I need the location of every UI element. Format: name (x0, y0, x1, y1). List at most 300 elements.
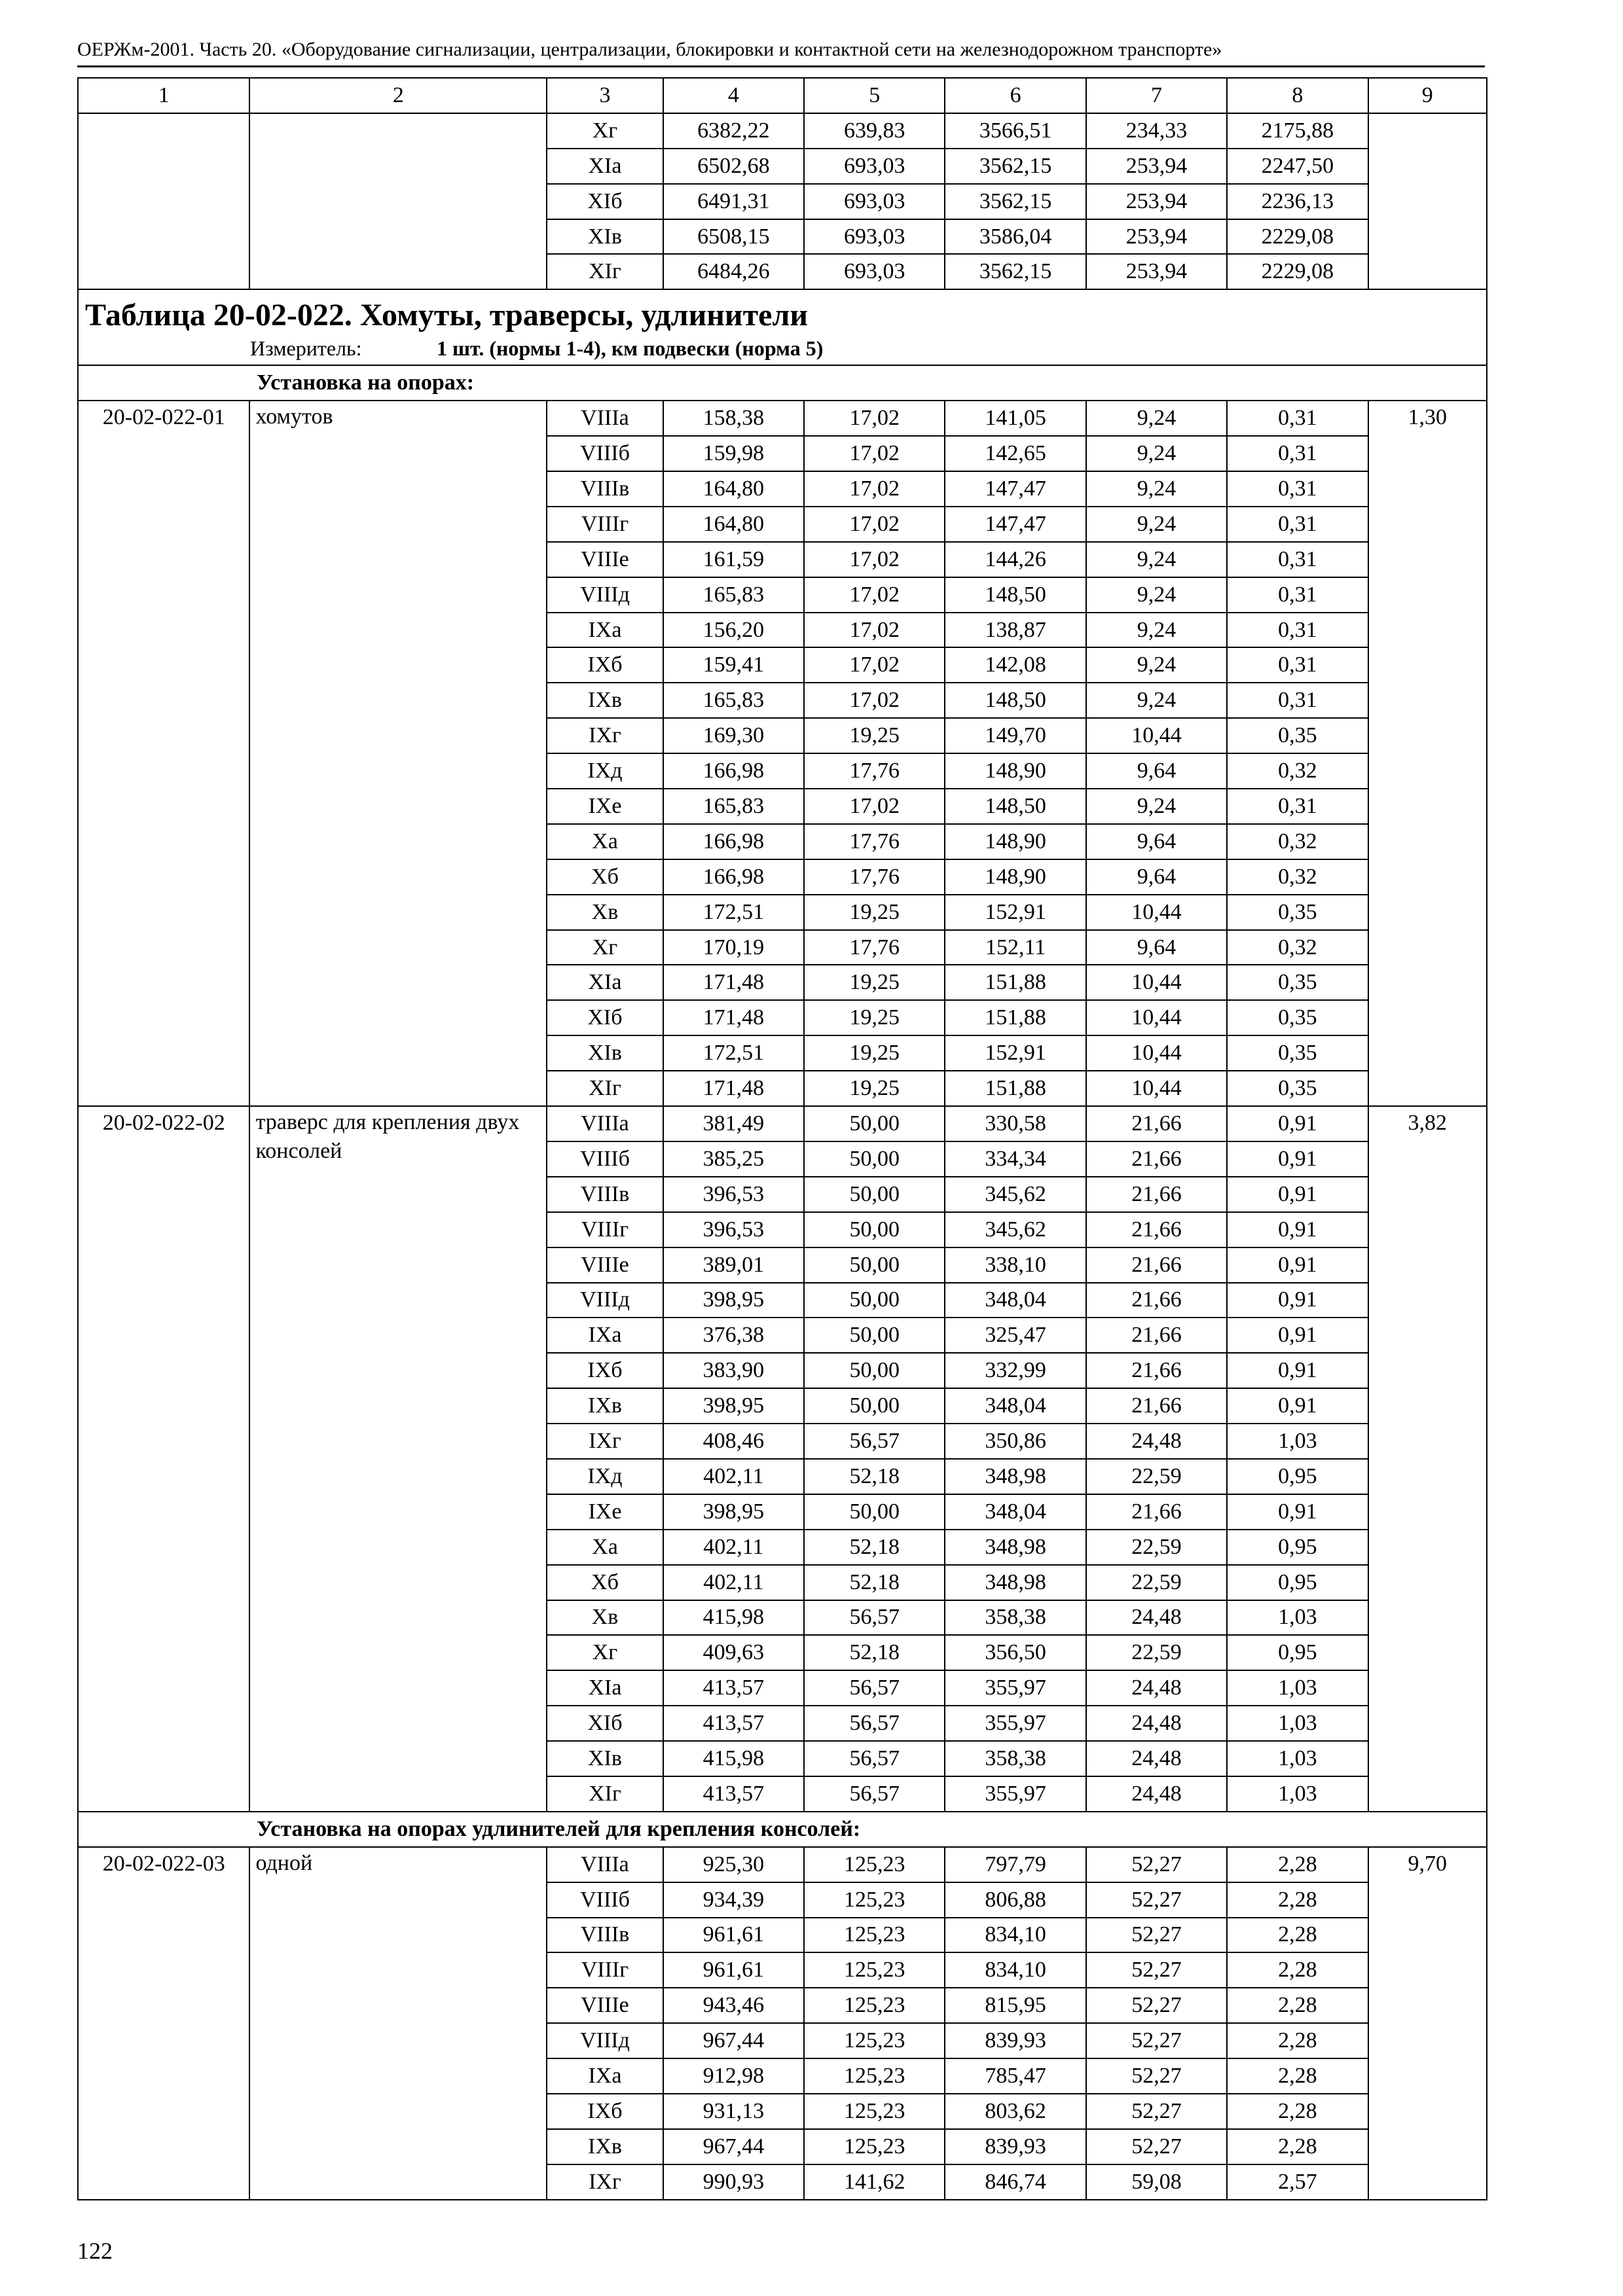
value-cell: 21,66 (1086, 1141, 1227, 1177)
value-cell: 693,03 (804, 254, 945, 289)
value-cell: 967,44 (663, 2023, 804, 2058)
value-cell: 0,91 (1227, 1177, 1368, 1212)
zone-cell: VIIIг (547, 1952, 663, 1988)
zone-cell: Xб (547, 1565, 663, 1600)
value-cell: 151,88 (945, 965, 1085, 1000)
value-cell: 693,03 (804, 184, 945, 219)
value-cell: 381,49 (663, 1106, 804, 1141)
value-cell: 0,31 (1227, 613, 1368, 648)
value-cell: 348,04 (945, 1388, 1085, 1424)
value-cell: 0,31 (1227, 577, 1368, 613)
value-cell: 2,28 (1227, 2023, 1368, 2058)
value-cell: 967,44 (663, 2129, 804, 2164)
zone-cell: IXв (547, 2129, 663, 2164)
zone-cell: Xг (547, 930, 663, 965)
value-cell: 10,44 (1086, 1000, 1227, 1035)
table-row (78, 1847, 1487, 1882)
empty-code-cell (78, 113, 249, 289)
value-cell: 9,24 (1086, 613, 1227, 648)
value-cell: 10,44 (1086, 965, 1227, 1000)
value-cell: 52,27 (1086, 1918, 1227, 1953)
value-cell: 56,57 (804, 1600, 945, 1636)
zone-cell: VIIIе (547, 1988, 663, 2023)
value-cell: 166,98 (663, 859, 804, 895)
value-cell: 125,23 (804, 1988, 945, 2023)
column-number-cell: 8 (1227, 78, 1368, 113)
value-cell: 52,18 (804, 1565, 945, 1600)
zone-cell: Xа (547, 824, 663, 859)
zone-cell: VIIIг (547, 507, 663, 542)
value-cell: 396,53 (663, 1177, 804, 1212)
zone-cell: VIIIб (547, 436, 663, 471)
value-cell: 169,30 (663, 718, 804, 753)
value-cell: 3562,15 (945, 254, 1085, 289)
value-cell: 158,38 (663, 401, 804, 436)
section-heading-row (78, 1812, 1487, 1847)
value-cell: 348,98 (945, 1459, 1085, 1494)
value-cell: 52,27 (1086, 2023, 1227, 2058)
value-cell: 9,24 (1086, 401, 1227, 436)
norm-name: траверс для крепления двух консолей (249, 1106, 547, 1812)
value-cell: 345,62 (945, 1177, 1085, 1212)
zone-cell: IXв (547, 683, 663, 718)
value-cell: 334,34 (945, 1141, 1085, 1177)
value-cell: 17,76 (804, 930, 945, 965)
zone-cell: XIв (547, 1741, 663, 1776)
zone-cell: XIа (547, 1670, 663, 1706)
value-cell: 3566,51 (945, 113, 1085, 149)
norms-table-wrapper (77, 77, 1487, 2200)
value-cell: 834,10 (945, 1952, 1085, 1988)
column-number-cell: 5 (804, 78, 945, 113)
value-cell: 144,26 (945, 542, 1085, 577)
zone-cell: IXд (547, 753, 663, 789)
value-cell: 2,28 (1227, 1847, 1368, 1882)
value-cell: 332,99 (945, 1353, 1085, 1388)
zone-cell: XIв (547, 219, 663, 255)
value-cell: 0,31 (1227, 683, 1368, 718)
norm-col9: 9,70 (1368, 1847, 1487, 2200)
value-cell: 355,97 (945, 1706, 1085, 1741)
value-cell: 50,00 (804, 1353, 945, 1388)
value-cell: 413,57 (663, 1776, 804, 1812)
value-cell: 355,97 (945, 1776, 1085, 1812)
value-cell: 834,10 (945, 1918, 1085, 1953)
zone-cell: XIб (547, 184, 663, 219)
value-cell: 350,86 (945, 1424, 1085, 1459)
value-cell: 0,91 (1227, 1494, 1368, 1530)
value-cell: 398,95 (663, 1283, 804, 1318)
value-cell: 0,95 (1227, 1635, 1368, 1670)
value-cell: 815,95 (945, 1988, 1085, 2023)
value-cell: 10,44 (1086, 895, 1227, 930)
value-cell: 0,91 (1227, 1247, 1368, 1283)
zone-cell: IXб (547, 647, 663, 683)
value-cell: 358,38 (945, 1741, 1085, 1776)
value-cell: 9,24 (1086, 683, 1227, 718)
value-cell: 0,31 (1227, 542, 1368, 577)
value-cell: 0,91 (1227, 1283, 1368, 1318)
value-cell: 961,61 (663, 1952, 804, 1988)
value-cell: 839,93 (945, 2023, 1085, 2058)
value-cell: 413,57 (663, 1670, 804, 1706)
zone-cell: Xб (547, 859, 663, 895)
value-cell: 2229,08 (1227, 219, 1368, 255)
value-cell: 125,23 (804, 1847, 945, 1882)
value-cell: 147,47 (945, 507, 1085, 542)
value-cell: 9,24 (1086, 789, 1227, 824)
value-cell: 1,03 (1227, 1776, 1368, 1812)
value-cell: 50,00 (804, 1141, 945, 1177)
table-row (78, 113, 1487, 149)
value-cell: 17,76 (804, 824, 945, 859)
value-cell: 348,98 (945, 1530, 1085, 1565)
value-cell: 0,35 (1227, 1000, 1368, 1035)
value-cell: 125,23 (804, 2058, 945, 2094)
value-cell: 9,24 (1086, 647, 1227, 683)
zone-cell: XIа (547, 149, 663, 184)
value-cell: 52,27 (1086, 1882, 1227, 1918)
value-cell: 0,31 (1227, 647, 1368, 683)
value-cell: 376,38 (663, 1318, 804, 1353)
zone-cell: VIIIд (547, 1283, 663, 1318)
value-cell: 170,19 (663, 930, 804, 965)
table-title-row (78, 289, 1487, 365)
value-cell: 17,76 (804, 859, 945, 895)
empty-col9-cell (1368, 113, 1487, 289)
value-cell: 21,66 (1086, 1494, 1227, 1530)
norm-col9: 1,30 (1368, 401, 1487, 1106)
meter-value: 1 шт. (нормы 1-4), км подвески (норма 5) (437, 336, 824, 361)
value-cell: 24,48 (1086, 1776, 1227, 1812)
value-cell: 142,08 (945, 647, 1085, 683)
value-cell: 2,28 (1227, 2094, 1368, 2129)
value-cell: 21,66 (1086, 1177, 1227, 1212)
value-cell: 24,48 (1086, 1706, 1227, 1741)
section-heading: Установка на опорах удлинителей для крепления консолей: (78, 1812, 1487, 1847)
value-cell: 21,66 (1086, 1106, 1227, 1141)
value-cell: 803,62 (945, 2094, 1085, 2129)
value-cell: 934,39 (663, 1882, 804, 1918)
value-cell: 21,66 (1086, 1212, 1227, 1247)
zone-cell: VIIIв (547, 471, 663, 507)
value-cell: 356,50 (945, 1635, 1085, 1670)
value-cell: 52,27 (1086, 2058, 1227, 2094)
column-number-cell: 4 (663, 78, 804, 113)
zone-cell: VIIIа (547, 1106, 663, 1141)
value-cell: 348,04 (945, 1494, 1085, 1530)
column-number-cell: 9 (1368, 78, 1487, 113)
zone-cell: VIIIд (547, 577, 663, 613)
value-cell: 6382,22 (663, 113, 804, 149)
value-cell: 50,00 (804, 1247, 945, 1283)
zone-cell: VIIIг (547, 1212, 663, 1247)
value-cell: 141,62 (804, 2164, 945, 2200)
value-cell: 961,61 (663, 1918, 804, 1953)
zone-cell: IXб (547, 1353, 663, 1388)
value-cell: 355,97 (945, 1670, 1085, 1706)
value-cell: 125,23 (804, 1952, 945, 1988)
value-cell: 52,18 (804, 1635, 945, 1670)
value-cell: 17,76 (804, 753, 945, 789)
value-cell: 21,66 (1086, 1318, 1227, 1353)
zone-cell: VIIIб (547, 1882, 663, 1918)
value-cell: 6491,31 (663, 184, 804, 219)
value-cell: 912,98 (663, 2058, 804, 2094)
value-cell: 398,95 (663, 1388, 804, 1424)
value-cell: 3562,15 (945, 149, 1085, 184)
value-cell: 56,57 (804, 1670, 945, 1706)
table-title: Таблица 20-02-022. Хомуты, траверсы, удлинители (85, 298, 809, 333)
value-cell: 148,50 (945, 577, 1085, 613)
value-cell: 59,08 (1086, 2164, 1227, 2200)
zone-cell: IXе (547, 789, 663, 824)
value-cell: 50,00 (804, 1212, 945, 1247)
norms-table-body (78, 78, 1487, 2200)
value-cell: 164,80 (663, 507, 804, 542)
zone-cell: IXе (547, 1494, 663, 1530)
value-cell: 24,48 (1086, 1741, 1227, 1776)
value-cell: 161,59 (663, 542, 804, 577)
norm-name: одной (249, 1847, 547, 2200)
value-cell: 52,27 (1086, 1952, 1227, 1988)
value-cell: 52,27 (1086, 1988, 1227, 2023)
zone-cell: IXа (547, 1318, 663, 1353)
value-cell: 24,48 (1086, 1670, 1227, 1706)
value-cell: 50,00 (804, 1388, 945, 1424)
value-cell: 408,46 (663, 1424, 804, 1459)
value-cell: 165,83 (663, 577, 804, 613)
value-cell: 2,28 (1227, 2129, 1368, 2164)
column-number-row (78, 78, 1487, 113)
value-cell: 22,59 (1086, 1459, 1227, 1494)
value-cell: 152,11 (945, 930, 1085, 965)
zone-cell: IXг (547, 1424, 663, 1459)
value-cell: 19,25 (804, 1000, 945, 1035)
value-cell: 17,02 (804, 401, 945, 436)
value-cell: 785,47 (945, 2058, 1085, 2094)
value-cell: 151,88 (945, 1071, 1085, 1106)
table-row (78, 1106, 1487, 1141)
value-cell: 253,94 (1086, 254, 1227, 289)
value-cell: 148,90 (945, 859, 1085, 895)
zone-cell: XIг (547, 1776, 663, 1812)
value-cell: 17,02 (804, 613, 945, 648)
value-cell: 10,44 (1086, 1071, 1227, 1106)
value-cell: 9,64 (1086, 753, 1227, 789)
value-cell: 413,57 (663, 1706, 804, 1741)
zone-cell: VIIIб (547, 1141, 663, 1177)
section-heading: Установка на опорах: (78, 365, 1487, 401)
value-cell: 17,02 (804, 507, 945, 542)
value-cell: 148,90 (945, 824, 1085, 859)
value-cell: 149,70 (945, 718, 1085, 753)
value-cell: 1,03 (1227, 1600, 1368, 1636)
value-cell: 165,83 (663, 789, 804, 824)
zone-cell: IXб (547, 2094, 663, 2129)
value-cell: 0,31 (1227, 789, 1368, 824)
value-cell: 152,91 (945, 1035, 1085, 1071)
zone-cell: IXг (547, 2164, 663, 2200)
zone-cell: IXг (547, 718, 663, 753)
value-cell: 17,02 (804, 577, 945, 613)
value-cell: 234,33 (1086, 113, 1227, 149)
value-cell: 21,66 (1086, 1283, 1227, 1318)
value-cell: 171,48 (663, 1000, 804, 1035)
value-cell: 0,95 (1227, 1459, 1368, 1494)
value-cell: 402,11 (663, 1565, 804, 1600)
value-cell: 17,02 (804, 436, 945, 471)
value-cell: 9,24 (1086, 542, 1227, 577)
zone-cell: VIIIв (547, 1918, 663, 1953)
norm-col9: 3,82 (1368, 1106, 1487, 1812)
empty-name-cell (249, 113, 547, 289)
value-cell: 2247,50 (1227, 149, 1368, 184)
zone-cell: IXд (547, 1459, 663, 1494)
value-cell: 50,00 (804, 1494, 945, 1530)
value-cell: 56,57 (804, 1706, 945, 1741)
value-cell: 1,03 (1227, 1424, 1368, 1459)
value-cell: 142,65 (945, 436, 1085, 471)
value-cell: 166,98 (663, 753, 804, 789)
zone-cell: Xв (547, 895, 663, 930)
value-cell: 151,88 (945, 1000, 1085, 1035)
zone-cell: XIб (547, 1706, 663, 1741)
value-cell: 348,04 (945, 1283, 1085, 1318)
value-cell: 806,88 (945, 1882, 1085, 1918)
value-cell: 1,03 (1227, 1670, 1368, 1706)
zone-cell: VIIIа (547, 401, 663, 436)
value-cell: 22,59 (1086, 1635, 1227, 1670)
value-cell: 17,02 (804, 647, 945, 683)
value-cell: 52,27 (1086, 1847, 1227, 1882)
value-cell: 943,46 (663, 1988, 804, 2023)
value-cell: 9,24 (1086, 507, 1227, 542)
value-cell: 0,91 (1227, 1353, 1368, 1388)
value-cell: 17,02 (804, 683, 945, 718)
value-cell: 17,02 (804, 789, 945, 824)
value-cell: 846,74 (945, 2164, 1085, 2200)
value-cell: 165,83 (663, 683, 804, 718)
value-cell: 9,24 (1086, 577, 1227, 613)
value-cell: 19,25 (804, 718, 945, 753)
value-cell: 21,66 (1086, 1388, 1227, 1424)
zone-cell: Xв (547, 1600, 663, 1636)
value-cell: 24,48 (1086, 1424, 1227, 1459)
zone-cell: XIг (547, 1071, 663, 1106)
value-cell: 0,31 (1227, 507, 1368, 542)
value-cell: 253,94 (1086, 149, 1227, 184)
value-cell: 396,53 (663, 1212, 804, 1247)
value-cell: 125,23 (804, 1918, 945, 1953)
value-cell: 0,91 (1227, 1318, 1368, 1353)
value-cell: 166,98 (663, 824, 804, 859)
value-cell: 415,98 (663, 1741, 804, 1776)
value-cell: 56,57 (804, 1424, 945, 1459)
page-number: 122 (77, 2238, 113, 2264)
meter-line (85, 334, 1480, 365)
column-number-cell: 6 (945, 78, 1085, 113)
table-title-cell (78, 289, 1487, 365)
value-cell: 1,03 (1227, 1741, 1368, 1776)
value-cell: 22,59 (1086, 1565, 1227, 1600)
value-cell: 398,95 (663, 1494, 804, 1530)
value-cell: 125,23 (804, 2129, 945, 2164)
value-cell: 0,32 (1227, 859, 1368, 895)
value-cell: 253,94 (1086, 219, 1227, 255)
norms-table (77, 77, 1487, 2200)
value-cell: 50,00 (804, 1283, 945, 1318)
value-cell: 2,57 (1227, 2164, 1368, 2200)
value-cell: 172,51 (663, 1035, 804, 1071)
value-cell: 21,66 (1086, 1247, 1227, 1283)
table-row (78, 401, 1487, 436)
value-cell: 3562,15 (945, 184, 1085, 219)
value-cell: 19,25 (804, 895, 945, 930)
value-cell: 0,91 (1227, 1212, 1368, 1247)
value-cell: 172,51 (663, 895, 804, 930)
value-cell: 6502,68 (663, 149, 804, 184)
value-cell: 148,50 (945, 683, 1085, 718)
zone-cell: VIIIв (547, 1177, 663, 1212)
value-cell: 52,18 (804, 1459, 945, 1494)
zone-cell: XIг (547, 254, 663, 289)
value-cell: 0,95 (1227, 1530, 1368, 1565)
value-cell: 159,41 (663, 647, 804, 683)
zone-cell: VIIIд (547, 2023, 663, 2058)
value-cell: 0,32 (1227, 824, 1368, 859)
value-cell: 2,28 (1227, 1882, 1368, 1918)
value-cell: 383,90 (663, 1353, 804, 1388)
value-cell: 22,59 (1086, 1530, 1227, 1565)
zone-cell: XIб (547, 1000, 663, 1035)
value-cell: 0,31 (1227, 401, 1368, 436)
value-cell: 159,98 (663, 436, 804, 471)
value-cell: 0,95 (1227, 1565, 1368, 1600)
value-cell: 402,11 (663, 1530, 804, 1565)
column-number-cell: 3 (547, 78, 663, 113)
zone-cell: VIIIа (547, 1847, 663, 1882)
value-cell: 171,48 (663, 965, 804, 1000)
value-cell: 2175,88 (1227, 113, 1368, 149)
zone-cell: IXа (547, 613, 663, 648)
value-cell: 0,91 (1227, 1141, 1368, 1177)
value-cell: 0,35 (1227, 965, 1368, 1000)
value-cell: 0,35 (1227, 718, 1368, 753)
value-cell: 125,23 (804, 1882, 945, 1918)
zone-cell: Xа (547, 1530, 663, 1565)
value-cell: 19,25 (804, 1071, 945, 1106)
column-number-cell: 1 (78, 78, 249, 113)
value-cell: 409,63 (663, 1635, 804, 1670)
value-cell: 125,23 (804, 2094, 945, 2129)
norm-name: хомутов (249, 401, 547, 1106)
value-cell: 389,01 (663, 1247, 804, 1283)
value-cell: 693,03 (804, 219, 945, 255)
value-cell: 325,47 (945, 1318, 1085, 1353)
value-cell: 125,23 (804, 2023, 945, 2058)
value-cell: 6508,15 (663, 219, 804, 255)
value-cell: 19,25 (804, 965, 945, 1000)
value-cell: 2,28 (1227, 1988, 1368, 2023)
value-cell: 21,66 (1086, 1353, 1227, 1388)
value-cell: 0,35 (1227, 1071, 1368, 1106)
value-cell: 52,27 (1086, 2094, 1227, 2129)
value-cell: 56,57 (804, 1776, 945, 1812)
value-cell: 152,91 (945, 895, 1085, 930)
value-cell: 415,98 (663, 1600, 804, 1636)
value-cell: 10,44 (1086, 1035, 1227, 1071)
